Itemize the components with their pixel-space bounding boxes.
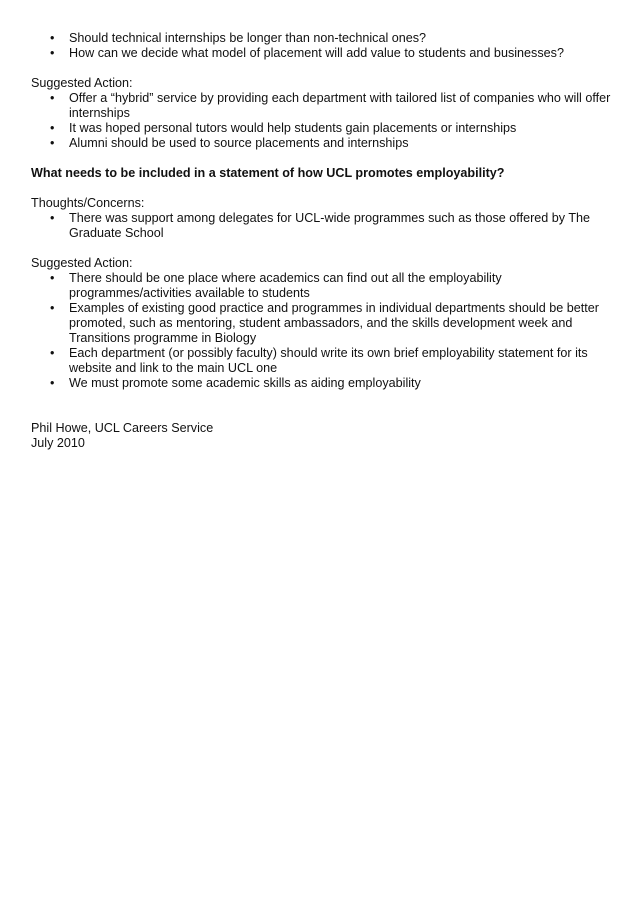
list-item [31,301,611,346]
bullet-icon: • [50,211,55,225]
list-item [31,46,611,61]
bullet-list-thoughts [31,211,611,241]
list-item [31,271,611,301]
list-item-text: It was hoped personal tutors would help students gain placements or internships [69,121,517,135]
bullet-list-suggested-actions [31,91,611,151]
suggested-action-label: Suggested Action: [31,256,133,270]
list-item-text: Each department (or possibly faculty) should write its own brief employability statement for its website and link to the main UCL one [69,346,588,375]
list-item-text: Offer a “hybrid” service by providing each department with tailored list of companies who will offer internships [69,91,611,120]
bullet-list-questions [31,31,611,61]
signature-date: July 2010 [31,436,85,450]
bullet-icon: • [50,31,55,45]
thoughts-concerns-label: Thoughts/Concerns: [31,196,145,210]
list-item [31,91,611,121]
list-item [31,211,611,241]
list-item-text: There was support among delegates for UCL-wide programmes such as those offered by The Graduate School [69,211,591,240]
signature-author: Phil Howe, UCL Careers Service [31,421,214,435]
bullet-icon: • [50,46,55,60]
list-item-text: We must promote some academic skills as aiding employability [69,376,421,390]
list-item-text: How can we decide what model of placement will add value to students and businesses? [69,46,564,60]
bullet-icon: • [50,136,55,150]
bullet-icon: • [50,301,55,315]
bullet-icon: • [50,346,55,360]
document-page [31,31,611,451]
list-item [31,376,611,391]
list-item [31,31,611,46]
list-item [31,121,611,136]
list-item [31,136,611,151]
list-item-text: There should be one place where academics can find out all the employability programmes/activities available to students [69,271,502,300]
bullet-icon: • [50,271,55,285]
list-item [31,346,611,376]
section-heading: What needs to be included in a statement of how UCL promotes employability? [31,166,505,180]
suggested-action-label: Suggested Action: [31,76,133,90]
list-item-text: Should technical internships be longer than non-technical ones? [69,31,427,45]
list-item-text: Examples of existing good practice and programmes in individual departments should be better promoted, such as mentoring, student ambassadors, and the skills development week and Transitions programme in Biology [69,301,599,345]
bullet-icon: • [50,376,55,390]
bullet-list-suggested-actions-2 [31,271,611,391]
bullet-icon: • [50,91,55,105]
bullet-icon: • [50,121,55,135]
list-item-text: Alumni should be used to source placements and internships [69,136,409,150]
